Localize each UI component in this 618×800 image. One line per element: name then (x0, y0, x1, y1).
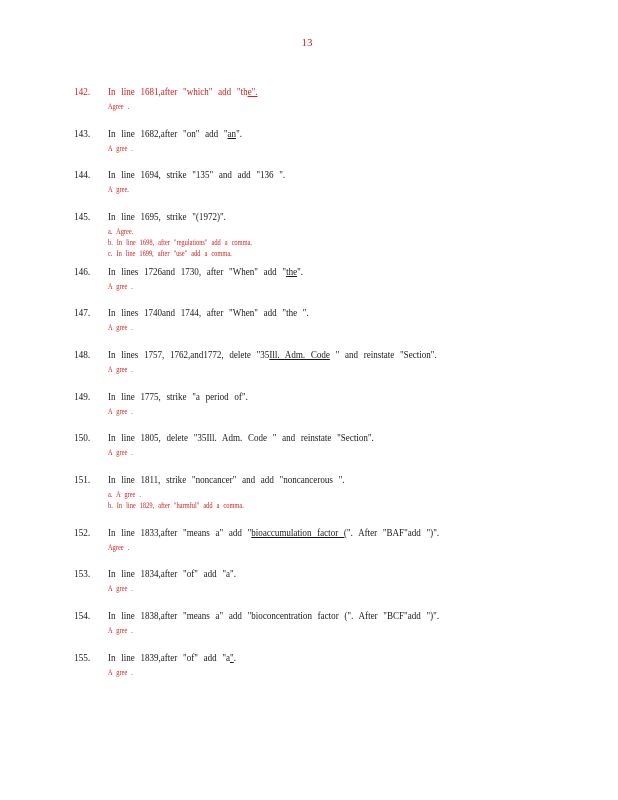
item-instruction: In line 1838,after "means a" add "bioconcentration factor (". After "BCF"add ")". (108, 610, 440, 622)
amendment-item-153 (0, 569, 618, 611)
amendment-item-142 (0, 87, 618, 129)
item-number: 154. (74, 610, 91, 622)
amendment-item-146 (0, 267, 618, 309)
item-instruction: In line 1694, strike "135" and add "136 ". (108, 170, 286, 182)
item-number: 144. (74, 170, 91, 182)
amendment-item-147 (0, 308, 618, 350)
item-instruction: In line 1681,after "which" add "the". (108, 87, 258, 98)
item-instruction: In line 1811, strike "noncancer" and add "noncancerous ". (108, 474, 345, 486)
item-response: A gree . (108, 143, 133, 153)
item-number: 146. (74, 266, 91, 278)
item-response: A gree . (108, 584, 133, 594)
item-instruction: In lines 1757, 1762,and1772, delete "35Ill. Adm. Code " and reinstate "Section". (108, 349, 437, 361)
amendment-item-149 (0, 392, 618, 434)
item-instruction: In line 1775, strike "a period of". (108, 391, 248, 403)
item-number: 149. (74, 391, 91, 403)
item-instruction: In line 1833,after "means a" add "bioaccumulation factor (". After "BAF"add ")". (108, 527, 440, 539)
item-number: 142. (74, 87, 91, 98)
item-instruction: In line 1682,after "on" add "an". (108, 128, 243, 140)
amendment-item-145 (0, 212, 618, 267)
item-number: 151. (74, 474, 91, 486)
item-response: A gree . (108, 625, 133, 635)
amendment-item-151 (0, 475, 618, 528)
item-response: A gree . (108, 281, 133, 291)
page-number: 13 (301, 37, 313, 49)
item-response: A gree. (108, 185, 129, 195)
amendment-item-150 (0, 433, 618, 475)
item-number: 148. (74, 349, 91, 361)
amendment-item-144 (0, 170, 618, 212)
item-number: 147. (74, 308, 91, 320)
item-response: Agree . (108, 542, 130, 552)
item-number: 152. (74, 527, 91, 539)
item-instruction: In lines 1726and 1730, after "When" add "the". (108, 266, 304, 278)
item-response: A gree . (108, 406, 133, 416)
item-response: Agree . (108, 102, 130, 111)
item-response-b: b. In line 1698, after "regulations" add a comma. (108, 237, 253, 247)
item-response-b: b. In line 1829, after "harmful" add a comma. (108, 500, 244, 510)
item-response-a: a. Agree. (108, 226, 134, 236)
item-response: A gree . (108, 323, 133, 333)
amendment-item-155 (0, 653, 618, 695)
item-response: A gree . (108, 667, 133, 677)
item-number: 153. (74, 569, 91, 581)
amendment-item-152 (0, 528, 618, 570)
item-instruction: In line 1805, delete "35Ill. Adm. Code " and reinstate "Section". (108, 433, 374, 445)
amendment-list (0, 87, 618, 694)
item-instruction: In lines 1740and 1744, after "When" add "the ". (108, 308, 309, 320)
item-number: 145. (74, 211, 91, 223)
amendment-item-154 (0, 611, 618, 653)
amendment-item-143 (0, 129, 618, 171)
amendment-item-148 (0, 350, 618, 392)
item-instruction: In line 1695, strike "(1972)". (108, 211, 226, 223)
item-response-c: c. In line 1699, after "use" add a comma. (108, 248, 232, 258)
item-number: 143. (74, 128, 91, 140)
item-number: 155. (74, 652, 91, 664)
item-instruction: In line 1839,after "of" add "a". (108, 652, 236, 664)
item-response: A gree . (108, 364, 133, 374)
item-response-a: a. A gree . (108, 489, 141, 499)
item-instruction: In line 1834,after "of" add "a". (108, 569, 236, 581)
item-number: 150. (74, 433, 91, 445)
item-response: A gree . (108, 448, 133, 458)
